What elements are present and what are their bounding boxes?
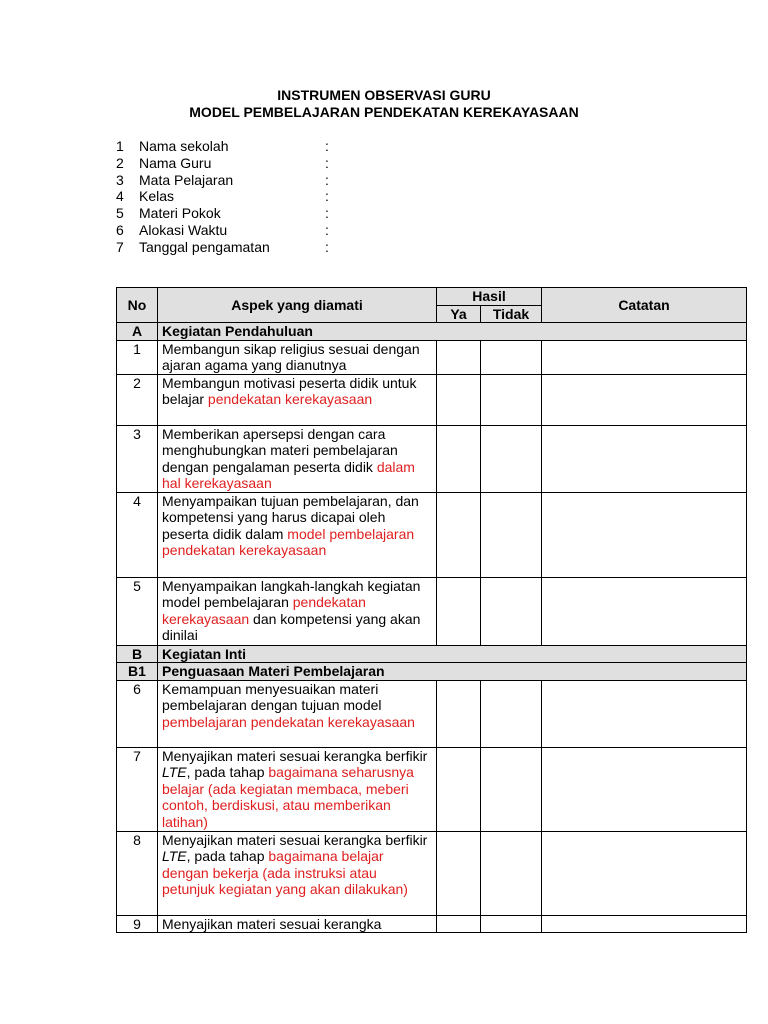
page-title-line2: MODEL PEMBELAJARAN PENDEKATAN KEREKAYASAAN: [189, 104, 579, 120]
section-number: B1: [117, 663, 158, 681]
row-number: 5: [117, 577, 158, 645]
table-row: [117, 577, 747, 645]
identity-row: [116, 138, 416, 155]
ya-cell[interactable]: [437, 680, 481, 747]
aspect-highlight-text: pendekatan kerekayasaan: [162, 594, 366, 627]
identity-number: 5: [116, 205, 124, 222]
section-number: A: [117, 323, 158, 341]
identity-colon: :: [325, 205, 329, 222]
tidak-cell[interactable]: [481, 340, 542, 374]
section-row-a: [117, 323, 747, 341]
aspect-cell: [158, 492, 437, 577]
identity-colon: :: [325, 188, 329, 205]
aspect-highlight-text: bagaimana belajar dengan bekerja (ada instruksi atau petunjuk kegiatan yang akan dilakukan): [162, 848, 408, 897]
tidak-cell[interactable]: [481, 425, 542, 492]
identity-row: [116, 188, 416, 205]
row-number: 1: [117, 340, 158, 374]
ya-cell[interactable]: [437, 831, 481, 915]
identity-colon: :: [325, 138, 329, 154]
identity-colon: :: [325, 221, 329, 238]
aspect-cell: [158, 577, 437, 645]
identity-row: [116, 239, 416, 256]
catatan-cell[interactable]: [542, 425, 747, 492]
table-row: [117, 340, 747, 374]
observation-table: [116, 287, 747, 933]
page-title-line1: INSTRUMEN OBSERVASI GURU: [277, 87, 491, 103]
header-ya: Ya: [437, 305, 481, 323]
aspect-text: , pada tahap: [186, 848, 269, 864]
table-row: [117, 680, 747, 747]
ya-cell[interactable]: [437, 747, 481, 831]
row-number: 6: [117, 680, 158, 747]
aspect-text: Membangun motivasi peserta didik untuk belajar: [162, 374, 417, 407]
identity-colon: :: [325, 154, 329, 171]
identity-row: [116, 205, 416, 222]
identity-label: Nama Guru: [139, 154, 212, 171]
row-number: 9: [117, 915, 158, 933]
header-catatan: Catatan: [542, 288, 747, 323]
table-row: [117, 492, 747, 577]
aspect-text: Membangun sikap religius sesuai dengan ajaran agama yang dianutnya: [162, 340, 420, 373]
identity-label: Materi Pokok: [139, 205, 221, 222]
identity-number: 6: [116, 221, 124, 238]
aspect-cell: [158, 915, 437, 933]
identity-colon: :: [325, 171, 329, 188]
catatan-cell[interactable]: [542, 374, 747, 425]
table-row: [117, 374, 747, 425]
ya-cell[interactable]: [437, 425, 481, 492]
section-label: Kegiatan Pendahuluan: [158, 323, 747, 341]
aspect-cell: [158, 831, 437, 915]
section-number: B: [117, 645, 158, 663]
catatan-cell[interactable]: [542, 577, 747, 645]
catatan-cell[interactable]: [542, 747, 747, 831]
tidak-cell[interactable]: [481, 374, 542, 425]
table-row: [117, 747, 747, 831]
ya-cell[interactable]: [437, 374, 481, 425]
identity-label: Alokasi Waktu: [139, 221, 228, 238]
aspect-text: Kemampuan menyesuaikan materi pembelajaran dengan tujuan model: [162, 680, 382, 713]
section-label: Penguasaan Materi Pembelajaran: [158, 663, 747, 681]
identity-number: 3: [116, 171, 124, 188]
aspect-cell: [158, 680, 437, 747]
table-row: [117, 425, 747, 492]
table-row: [117, 915, 747, 933]
section-label: Kegiatan Inti: [158, 645, 747, 663]
identity-row: [116, 172, 416, 189]
aspect-highlight-text: pendekatan kerekayasaan: [207, 391, 373, 407]
aspect-cell: [158, 340, 437, 374]
identity-number: 4: [116, 188, 124, 205]
row-number: 8: [117, 831, 158, 915]
header-aspek: Aspek yang diamati: [158, 288, 437, 323]
section-row-b1: [117, 663, 747, 681]
identity-row: [116, 222, 416, 239]
catatan-cell[interactable]: [542, 831, 747, 915]
section-row-b: [117, 645, 747, 663]
aspect-text: Menyajikan materi sesuai kerangka berfikir: [162, 831, 428, 848]
aspect-text: Menyajikan materi sesuai kerangka berfikir: [162, 747, 428, 764]
aspect-cell: [158, 374, 437, 425]
identity-label: Kelas: [139, 188, 175, 205]
identity-label: Tanggal pengamatan: [139, 238, 270, 255]
aspect-highlight-text: bagaimana seharusnya belajar (ada kegiatan membaca, meberi contoh, berdiskusi, atau memberikan latihan): [162, 764, 414, 830]
aspect-text: Menyampaikan langkah-langkah kegiatan model pembelajaran: [162, 577, 421, 610]
row-number: 7: [117, 747, 158, 831]
aspect-text: , pada tahap: [186, 764, 269, 780]
aspect-text: Menyampaikan tujuan pembelajaran, dan kompetensi yang harus dicapai oleh peserta didik dalam: [162, 492, 419, 542]
identity-number: 1: [116, 138, 124, 154]
aspect-highlight-text: dalam hal kerekayasaan: [162, 458, 415, 491]
identity-label: Nama sekolah: [139, 138, 229, 154]
header-no: No: [117, 288, 158, 323]
identity-number: 2: [116, 154, 124, 171]
tidak-cell[interactable]: [481, 747, 542, 831]
aspect-text: dan kompetensi yang akan dinilai: [162, 610, 421, 643]
ya-cell[interactable]: [437, 915, 481, 933]
aspect-text: Memberikan apersepsi dengan cara menghubungkan materi pembelajaran dengan pengalaman peserta didik: [162, 425, 398, 475]
row-number: 4: [117, 492, 158, 577]
aspect-highlight-text: model pembelajaran pendekatan kerekayasaan: [162, 525, 415, 558]
row-number: 3: [117, 425, 158, 492]
ya-cell[interactable]: [437, 492, 481, 577]
identity-list: [116, 138, 416, 256]
ya-cell[interactable]: [437, 340, 481, 374]
catatan-cell[interactable]: [542, 680, 747, 747]
catatan-cell[interactable]: [542, 492, 747, 577]
aspect-text: LTE: [162, 764, 187, 780]
aspect-text: LTE: [162, 848, 187, 864]
ya-cell[interactable]: [437, 577, 481, 645]
row-number: 2: [117, 374, 158, 425]
header-hasil: Hasil: [437, 288, 542, 306]
table-row: [117, 831, 747, 915]
identity-row: [116, 155, 416, 172]
aspect-cell: [158, 425, 437, 492]
aspect-text: Menyajikan materi sesuai kerangka: [162, 915, 382, 932]
tidak-cell[interactable]: [481, 915, 542, 933]
catatan-cell[interactable]: [542, 915, 747, 933]
catatan-cell[interactable]: [542, 340, 747, 374]
identity-number: 7: [116, 238, 124, 255]
tidak-cell[interactable]: [481, 492, 542, 577]
identity-label: Mata Pelajaran: [139, 171, 234, 188]
identity-colon: :: [325, 238, 329, 255]
tidak-cell[interactable]: [481, 577, 542, 645]
aspect-cell: [158, 747, 437, 831]
tidak-cell[interactable]: [481, 831, 542, 915]
header-tidak: Tidak: [481, 305, 542, 323]
aspect-highlight-text: pembelajaran pendekatan kerekayasaan: [162, 713, 415, 730]
tidak-cell[interactable]: [481, 680, 542, 747]
